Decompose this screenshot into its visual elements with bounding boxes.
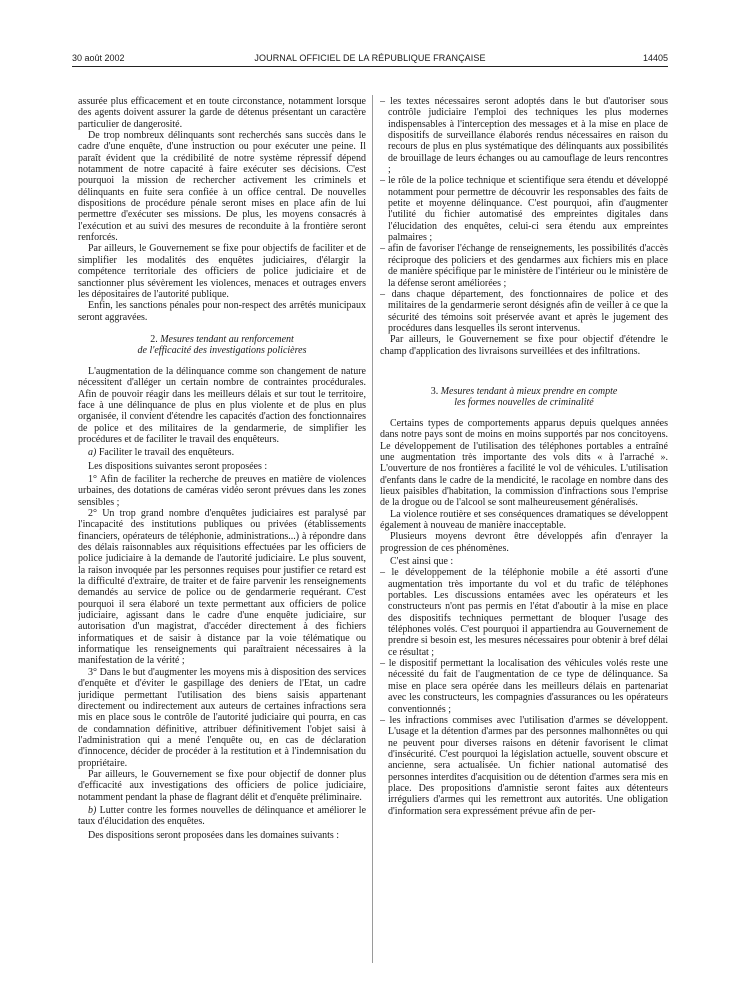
paragraph: C'est ainsi que : xyxy=(390,556,454,568)
subsection-a xyxy=(78,447,366,458)
issue-date: 30 août 2002 xyxy=(72,53,125,63)
paragraph: assurée plus efficacement et en toute circonstance, notamment lorsque des agents doivent assurer la garde de détenus présentant un caractère particulier de dangerosité. xyxy=(78,96,366,130)
dash-item: – le développement de la téléphonie mobile a été assorti d'une augmentation très importante du vol et du trafic de téléphones portables. Les discussions entamées avec les opérateurs et les constructeurs n'ont pas permis en l'état d'aboutir à la mise en place des dispositifs techniques permettant de bloquer l'usage des téléphones volés. C'est pourquoi il appartiendra au Gouvernement de prendre si besoin est, les mesures nécessaires pour obtenir à bref délai ce résultat ; xyxy=(380,567,668,658)
left-column xyxy=(78,96,366,966)
dash-item: – le rôle de la police technique et scientifique sera étendu et développé notamment pour permettre de découvrir les responsables des faits de petite et moyenne délinquance. C'est pourquoi, afin d'augmenter l'utilité du fichier automatisé des empreintes digitales dans l'élucidation des enquêtes, celui-ci sera étendu aux empreintes palmaires ; xyxy=(380,175,668,244)
dash-item: – afin de favoriser l'échange de renseignements, les possibilités d'accès réciproque des policiers et des gendarmes aux fichiers mis en place de manière spécifique par le ministère de l'intérieur ou le ministère de la défense seront améliorées ; xyxy=(380,243,668,289)
paragraph: Des dispositions seront proposées dans les domaines suivants : xyxy=(88,829,340,841)
subsection-text: Faciliter le travail des enquêteurs. xyxy=(98,447,235,459)
section-heading-3 xyxy=(380,386,668,409)
subsection-b xyxy=(78,805,366,828)
paragraph: Certains types de comportements apparus depuis quelques années dans notre pays sont de moins en moins supportés par nos concitoyens. Le développement de l'utilisation des téléphones portables a entraîné une augmentation très importante des vols dits « à l'arraché ». L'ouverture de nos frontières a facilité le vol de véhicules. L'utilisation d'enfants dans le cadre de la mendicité, le racolage en nombre dans des lieux paisibles d'habitation, la commission d'infractions sous l'emprise de la drogue ou de l'alcool se sont malheureusement généralisés. xyxy=(380,417,668,509)
column-divider xyxy=(372,95,373,963)
section-title-line1: Mesures tendant au renforcement xyxy=(160,333,294,345)
dash-item: – les textes nécessaires seront adoptés dans le but d'autoriser sous contrôle judiciaire l'emploi des techniques les plus modernes indispensables à l'interception des messages et à la mise en place de dispositifs de surveillance élaborés rendus nécessaires en raison du recours de plus en plus systématique des délinquants aux possibilités de brouillage de leurs échanges ou au camouflage de leurs rencontres ; xyxy=(380,96,668,176)
section-title-line2: les formes nouvelles de criminalité xyxy=(454,397,594,409)
spacer xyxy=(380,357,668,375)
list-item: 1° Afin de faciliter la recherche de preuves en matière de violences urbaines, des dotations de caméras vidéo seront prévues dans les zones sensibles ; xyxy=(78,473,366,508)
paragraph: Plusieurs moyens devront être développés afin d'enrayer la progression de ces phénomènes. xyxy=(380,531,668,554)
paragraph: Par ailleurs, le Gouvernement se fixe pour objectif d'étendre le champ d'application des livraisons surveillées et des infiltrations. xyxy=(380,334,668,357)
subsection-letter: b) xyxy=(88,804,97,816)
paragraph: Les dispositions suivantes seront proposées : xyxy=(88,460,268,472)
list-item: 3° Dans le but d'augmenter les moyens mis à disposition des services d'enquête et d'éviter le gaspillage des deniers de l'Etat, un cadre juridique permettant l'utilisation des biens saisis appartenant directement ou indirectement aux auteurs de certaines infractions sera mis en place sous le contrôle de l'autorité judiciaire qui pourra, en cas de condamnation définitive, attribuer définitivement l'objet saisi à l'administration qui a mené l'enquête ou, en cas de déclaration d'innocence, décider de procéder à la restitution et à l'indemnisation du propriétaire. xyxy=(78,666,366,769)
dash-item: – les infractions commises avec l'utilisation d'armes se développent. L'usage et la détention d'armes par des personnes malhonnêtes ou qui ne peuvent pour diverses raisons en détenir favorisent le climat d'insécurité. C'est pourquoi la législation actuelle, souvent obscure et ancienne, sera actualisée. Un fichier national automatisé des personnes interdites d'acquisition ou de détention d'armes sera mis en place. Des propositions d'amnistie seront faites aux détenteurs irréguliers d'armes qui les remettront aux autorités. Une obligation d'information sera expressément prévue afin de per- xyxy=(380,714,668,817)
page-number: 14405 xyxy=(642,53,668,63)
paragraph: La violence routière et ses conséquences dramatiques se développent également à nouveau de manière inacceptable. xyxy=(380,508,668,531)
paragraph: Enfin, les sanctions pénales pour non-respect des arrêtés municipaux seront aggravées. xyxy=(78,300,366,323)
header-rule xyxy=(72,66,668,67)
list-item: 2° Un trop grand nombre d'enquêtes judiciaires est paralysé par l'incapacité des institutions publiques ou privées (établissements financiers, opérateurs de téléphonie, administrations...) à répondre dans des délais raisonnables aux réquisitions effectuées par les officiers de police judiciaire à la demande de l'autorité judiciaire. Le plus souvent, la raison invoquée par les personnes requises pour justifier ce retard est la difficulté d'extraire, de traiter et de faire parvenir les renseignements demandés au service de police ou de gendarmerie requérant. C'est pourquoi il sera élaboré un texte permettant aux officiers de police judiciaire, agissant dans le cadre d'une enquête judiciaire, sur autorisation d'un magistrat, d'accéder directement à des fichiers informatiques et de saisir à distance par la voie télématique ou informatique les renseignements qui paraîtraient nécessaires à la manifestation de la vérité ; xyxy=(78,508,366,667)
section-number: 2. xyxy=(150,333,158,345)
dash-item: – dans chaque département, des fonctionnaires de police et des militaires de la gendarmerie seront désignés afin de veiller à ce que la sécurité des témoins soit préservée avant et après le jugement des procédures dans lesquelles ils seront intervenus. xyxy=(380,288,668,334)
section-number: 3. xyxy=(430,385,439,397)
section-heading-2 xyxy=(78,334,366,357)
paragraph: Par ailleurs, le Gouvernement se fixe pour objectif de donner plus d'efficacité aux investigations des officiers de police judiciaire, notamment pendant la phase de flagrant délit et d'enquête préliminaire. xyxy=(78,768,366,803)
section-title-line2: de l'efficacité des investigations policières xyxy=(137,345,307,357)
journal-title: JOURNAL OFFICIEL DE LA RÉPUBLIQUE FRANÇAISE xyxy=(254,53,486,63)
paragraph: De trop nombreux délinquants sont recherchés sans succès dans le cadre d'une enquête, d'une instruction ou pour exécuter une peine. Il paraît évident que la crédibilité de notre système répressif dépend notamment de notre capacité à faire exécuter ses décisions. C'est pourquoi la mission de rechercher activement les criminels et délinquants en fuite sera confiée à un office central. De nouvelles dispositions de procédure pénale seront mises en place afin de lui permettre d'exécuter ses missions. De plus, les moyens consacrés à l'exécution et au suivi des mesures de reconduite à la frontière seront renforcés. xyxy=(78,130,366,244)
section-title-line1: Mesures tendant à mieux prendre en compte xyxy=(440,385,618,397)
page-header xyxy=(72,52,668,64)
subsection-letter: a) xyxy=(88,447,97,459)
right-column xyxy=(380,96,668,966)
subsection-text: Lutter contre les formes nouvelles de délinquance et améliorer le taux d'élucidation des enquêtes. xyxy=(78,804,366,828)
dash-item: – le dispositif permettant la localisation des véhicules volés reste une nécessité du fait de l'augmentation de ce type de délinquance. Sa mise en place sera opérée dans les meilleurs délais en partenariat avec les constructeurs, les compagnies d'assurances ou les opérateurs conventionnés ; xyxy=(380,658,668,715)
paragraph: L'augmentation de la délinquance comme son changement de nature nécessitent d'alléger un certain nombre de contraintes procédurales. Afin de pouvoir réagir dans les meilleurs délais et sur tout le territoire, face à une délinquance de plus en plus violente et de plus en plus organisée, il convient d'étendre les capacités d'action des fonctionnaires de police et des militaires de la gendarmerie, de simplifier les procédures et de faciliter le travail des enquêteurs. xyxy=(78,365,366,445)
paragraph: Par ailleurs, le Gouvernement se fixe pour objectifs de faciliter et de simplifier les modalités des enquêtes judiciaires, d'élargir la compétence territoriale des officiers de police judiciaire et de sanctionner plus sévèrement les violences, menaces et outrages envers les dépositaires de l'autorité publique. xyxy=(78,243,366,300)
